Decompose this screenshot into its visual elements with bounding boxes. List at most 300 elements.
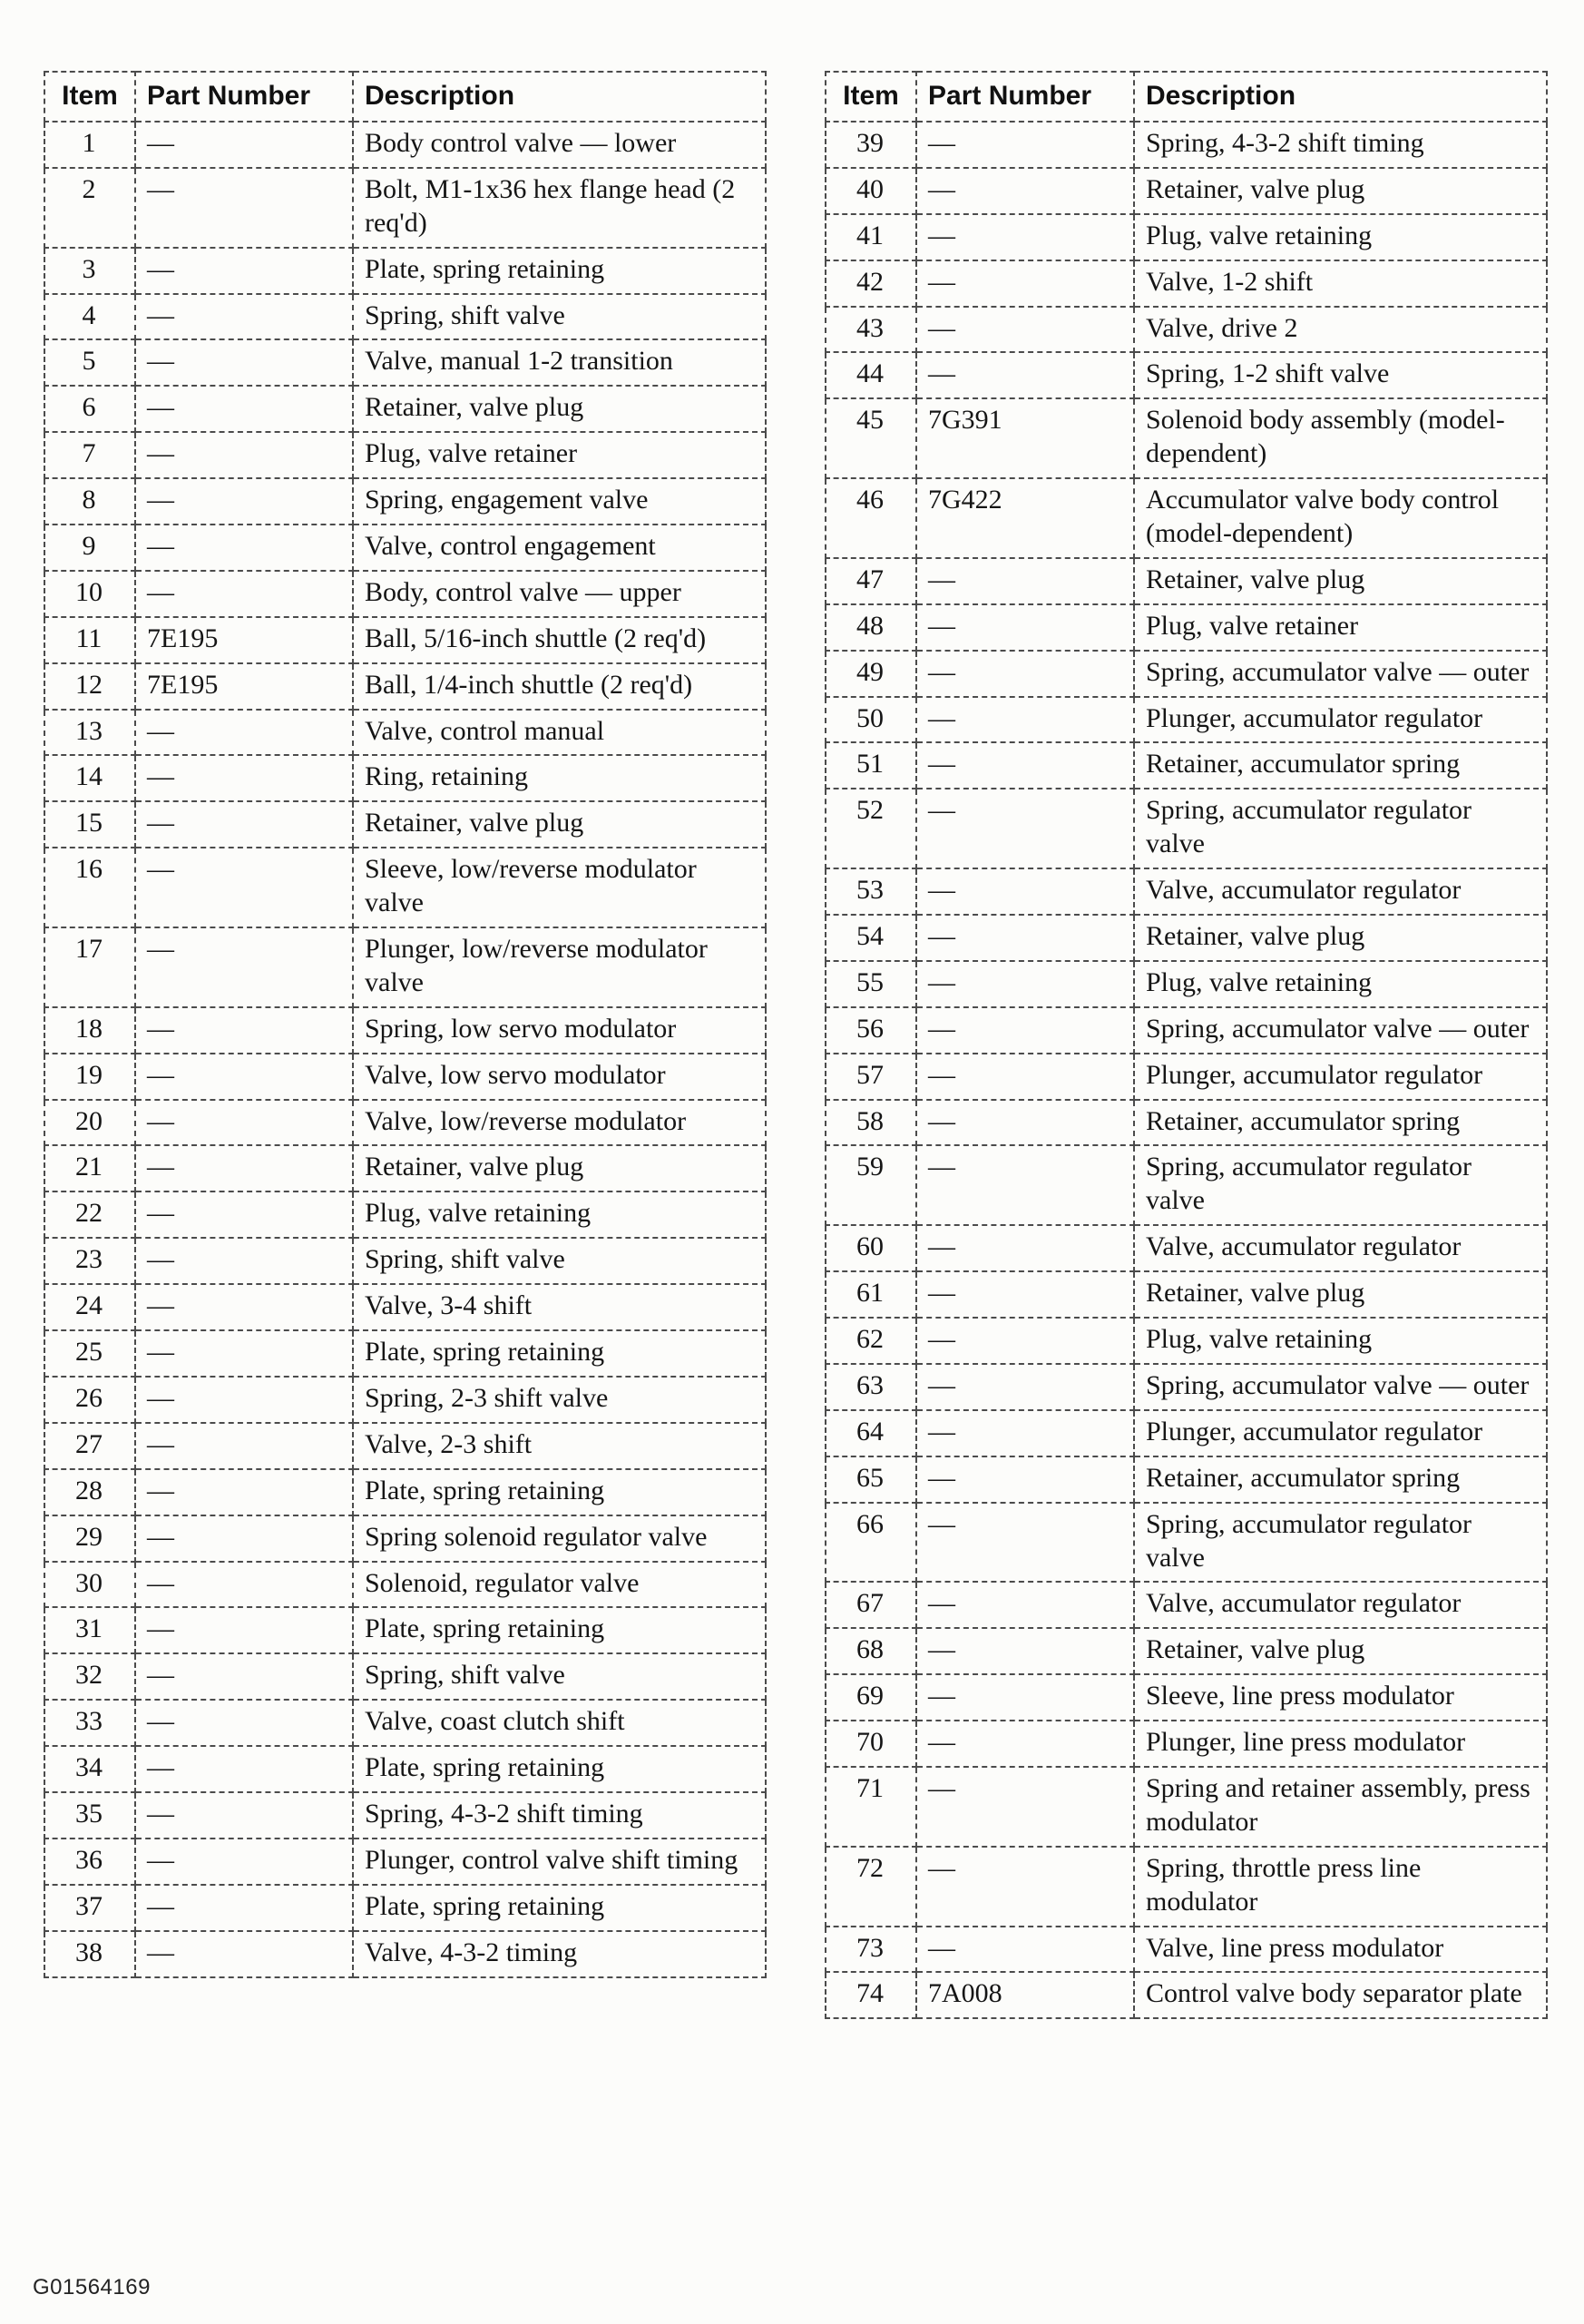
part-number: —	[135, 1746, 353, 1792]
table-row	[44, 1238, 766, 1284]
part-number: —	[916, 742, 1134, 789]
description: Spring, accumulator regulator valve	[1134, 789, 1547, 868]
item-number: 66	[826, 1503, 916, 1583]
header-row	[44, 72, 766, 122]
part-number: —	[135, 1377, 353, 1423]
part-number: —	[916, 789, 1134, 868]
item-number: 16	[44, 848, 135, 927]
item-number: 59	[826, 1145, 916, 1225]
part-number: —	[135, 1885, 353, 1931]
item-number: 4	[44, 294, 135, 340]
table-row	[826, 651, 1547, 697]
description: Body, control valve — upper	[353, 571, 766, 617]
item-number: 40	[826, 168, 916, 214]
table-row	[44, 801, 766, 848]
description: Valve, 2-3 shift	[353, 1423, 766, 1469]
part-number: —	[135, 710, 353, 756]
description: Body control valve — lower	[353, 122, 766, 168]
item-number: 18	[44, 1007, 135, 1054]
item-number: 5	[44, 339, 135, 386]
item-number: 30	[44, 1562, 135, 1608]
description: Plate, spring retaining	[353, 1607, 766, 1653]
description: Sleeve, low/reverse modulator valve	[353, 848, 766, 927]
description: Retainer, valve plug	[1134, 168, 1547, 214]
part-number: —	[916, 1410, 1134, 1456]
part-number: —	[916, 1721, 1134, 1767]
part-number: —	[135, 1700, 353, 1746]
part-number: —	[916, 868, 1134, 915]
table-row	[826, 1364, 1547, 1410]
description: Spring, shift valve	[353, 1238, 766, 1284]
description: Spring, 1-2 shift valve	[1134, 352, 1547, 398]
part-number: —	[135, 1054, 353, 1100]
table-row	[826, 398, 1547, 478]
figure-id: G01564169	[33, 2275, 151, 2299]
part-number: —	[916, 1847, 1134, 1927]
description: Control valve body separator plate	[1134, 1972, 1547, 2018]
item-number: 42	[826, 260, 916, 307]
description: Spring, shift valve	[353, 1653, 766, 1700]
item-number: 2	[44, 168, 135, 248]
description: Spring and retainer assembly, press modulator	[1134, 1767, 1547, 1847]
description: Spring, accumulator regulator valve	[1134, 1145, 1547, 1225]
item-number: 47	[826, 558, 916, 604]
part-number: 7A008	[916, 1972, 1134, 2018]
item-number: 62	[826, 1318, 916, 1364]
part-number: —	[135, 1515, 353, 1562]
tables-container	[44, 71, 1548, 2019]
table-row	[826, 558, 1547, 604]
description: Solenoid body assembly (model-dependent)	[1134, 398, 1547, 478]
item-number: 69	[826, 1674, 916, 1721]
item-number: 39	[826, 122, 916, 168]
part-number: —	[135, 1562, 353, 1608]
item-number: 49	[826, 651, 916, 697]
part-number: —	[135, 1100, 353, 1146]
item-number: 20	[44, 1100, 135, 1146]
item-number: 31	[44, 1607, 135, 1653]
description: Valve, accumulator regulator	[1134, 868, 1547, 915]
table-row	[44, 1377, 766, 1423]
part-number: —	[916, 352, 1134, 398]
description: Valve, coast clutch shift	[353, 1700, 766, 1746]
description: Spring, accumulator valve — outer	[1134, 1007, 1547, 1054]
item-number: 10	[44, 571, 135, 617]
item-number: 60	[826, 1225, 916, 1271]
table-row	[44, 248, 766, 294]
item-number: 32	[44, 1653, 135, 1700]
table-row	[826, 1628, 1547, 1674]
table-row	[826, 1100, 1547, 1146]
table-header	[44, 72, 766, 122]
part-number: —	[916, 1767, 1134, 1847]
part-number: —	[916, 915, 1134, 961]
table-row	[826, 260, 1547, 307]
table-row	[44, 1746, 766, 1792]
table-row	[826, 1007, 1547, 1054]
table-row	[826, 1318, 1547, 1364]
description: Retainer, accumulator spring	[1134, 742, 1547, 789]
table-row	[826, 961, 1547, 1007]
item-number: 8	[44, 478, 135, 525]
table-row	[44, 663, 766, 710]
part-number: —	[916, 307, 1134, 353]
table-row	[826, 1271, 1547, 1318]
part-number: —	[916, 1582, 1134, 1628]
table-row	[826, 868, 1547, 915]
table-row	[826, 307, 1547, 353]
part-number: —	[916, 1318, 1134, 1364]
item-number: 33	[44, 1700, 135, 1746]
table-row	[826, 122, 1547, 168]
part-number: —	[916, 1271, 1134, 1318]
description: Spring, accumulator valve — outer	[1134, 651, 1547, 697]
description: Valve, low/reverse modulator	[353, 1100, 766, 1146]
description: Spring, 2-3 shift valve	[353, 1377, 766, 1423]
table-row	[44, 1653, 766, 1700]
part-number: —	[135, 525, 353, 571]
item-number: 67	[826, 1582, 916, 1628]
item-number: 44	[826, 352, 916, 398]
part-number: 7E195	[135, 617, 353, 663]
part-number: —	[916, 558, 1134, 604]
table-row	[44, 710, 766, 756]
description: Valve, 1-2 shift	[1134, 260, 1547, 307]
item-number: 19	[44, 1054, 135, 1100]
part-number: —	[135, 755, 353, 801]
description: Valve, control manual	[353, 710, 766, 756]
item-number: 22	[44, 1191, 135, 1238]
table-row	[826, 1847, 1547, 1927]
part-number: —	[916, 1225, 1134, 1271]
part-number: —	[135, 1931, 353, 1977]
description: Retainer, accumulator spring	[1134, 1100, 1547, 1146]
table-row	[826, 1721, 1547, 1767]
item-number: 7	[44, 432, 135, 478]
item-number: 57	[826, 1054, 916, 1100]
part-number: —	[916, 697, 1134, 743]
part-number: 7E195	[135, 663, 353, 710]
item-number: 65	[826, 1456, 916, 1503]
table-row	[826, 915, 1547, 961]
item-number: 1	[44, 122, 135, 168]
item-number: 41	[826, 214, 916, 260]
item-number: 74	[826, 1972, 916, 2018]
column-header-item: Item	[44, 72, 135, 122]
table-row	[826, 1767, 1547, 1847]
part-number: —	[135, 1469, 353, 1515]
part-number: —	[135, 1607, 353, 1653]
header-row	[826, 72, 1547, 122]
part-number: 7G391	[916, 398, 1134, 478]
description: Bolt, M1-1x36 hex flange head (2 req'd)	[353, 168, 766, 248]
part-number: —	[916, 122, 1134, 168]
part-number: —	[916, 1054, 1134, 1100]
column-header-part-number: Part Number	[916, 72, 1134, 122]
description: Spring, accumulator regulator valve	[1134, 1503, 1547, 1583]
table-row	[44, 386, 766, 432]
description: Valve, accumulator regulator	[1134, 1225, 1547, 1271]
table-header	[826, 72, 1547, 122]
item-number: 11	[44, 617, 135, 663]
part-number: —	[916, 651, 1134, 697]
part-number: —	[135, 1839, 353, 1885]
table-row	[44, 1469, 766, 1515]
part-number: —	[916, 214, 1134, 260]
part-number: —	[916, 1503, 1134, 1583]
table-row	[826, 1054, 1547, 1100]
column-header-part-number: Part Number	[135, 72, 353, 122]
table-row	[44, 525, 766, 571]
part-number: —	[916, 961, 1134, 1007]
item-number: 6	[44, 386, 135, 432]
table-row	[44, 1931, 766, 1977]
item-number: 25	[44, 1330, 135, 1377]
part-number: —	[135, 294, 353, 340]
description: Plate, spring retaining	[353, 1330, 766, 1377]
part-number: —	[135, 248, 353, 294]
description: Valve, control engagement	[353, 525, 766, 571]
description: Plug, valve retainer	[1134, 604, 1547, 651]
description: Plunger, control valve shift timing	[353, 1839, 766, 1885]
item-number: 56	[826, 1007, 916, 1054]
part-number: —	[135, 339, 353, 386]
description: Valve, 4-3-2 timing	[353, 1931, 766, 1977]
description: Valve, line press modulator	[1134, 1927, 1547, 1973]
part-number: —	[135, 478, 353, 525]
description: Spring, throttle press line modulator	[1134, 1847, 1547, 1927]
table-row	[826, 1582, 1547, 1628]
item-number: 53	[826, 868, 916, 915]
part-number: —	[916, 1674, 1134, 1721]
table-row	[826, 604, 1547, 651]
description: Spring solenoid regulator valve	[353, 1515, 766, 1562]
table-row	[44, 168, 766, 248]
table-row	[44, 339, 766, 386]
table-row	[44, 1191, 766, 1238]
part-number: —	[916, 1100, 1134, 1146]
table-row	[826, 1456, 1547, 1503]
description: Retainer, valve plug	[353, 1145, 766, 1191]
item-number: 35	[44, 1792, 135, 1839]
table-row	[44, 478, 766, 525]
part-number: —	[135, 927, 353, 1007]
table-row	[44, 1423, 766, 1469]
description: Spring, shift valve	[353, 294, 766, 340]
description: Valve, accumulator regulator	[1134, 1582, 1547, 1628]
item-number: 72	[826, 1847, 916, 1927]
table-row	[44, 294, 766, 340]
column-header-description: Description	[1134, 72, 1547, 122]
table-row	[826, 1410, 1547, 1456]
description: Plug, valve retainer	[353, 432, 766, 478]
item-number: 24	[44, 1284, 135, 1330]
table-body-left	[44, 122, 766, 1977]
description: Plunger, accumulator regulator	[1134, 1410, 1547, 1456]
table-row	[826, 1145, 1547, 1225]
item-number: 26	[44, 1377, 135, 1423]
description: Retainer, accumulator spring	[1134, 1456, 1547, 1503]
item-number: 43	[826, 307, 916, 353]
item-number: 46	[826, 478, 916, 558]
description: Plate, spring retaining	[353, 1746, 766, 1792]
part-number: —	[135, 1653, 353, 1700]
table-row	[44, 571, 766, 617]
item-number: 21	[44, 1145, 135, 1191]
table-row	[826, 697, 1547, 743]
item-number: 23	[44, 1238, 135, 1284]
item-number: 9	[44, 525, 135, 571]
description: Plug, valve retaining	[1134, 1318, 1547, 1364]
table-row	[44, 122, 766, 168]
description: Solenoid, regulator valve	[353, 1562, 766, 1608]
table-row	[44, 1330, 766, 1377]
part-number: —	[135, 432, 353, 478]
part-number: —	[135, 1284, 353, 1330]
part-number: —	[135, 848, 353, 927]
table-row	[826, 1503, 1547, 1583]
description: Spring, accumulator valve — outer	[1134, 1364, 1547, 1410]
description: Spring, low servo modulator	[353, 1007, 766, 1054]
table-row	[44, 755, 766, 801]
parts-table-left	[44, 71, 767, 1978]
part-number: —	[916, 1145, 1134, 1225]
table-row	[826, 168, 1547, 214]
column-header-description: Description	[353, 72, 766, 122]
table-row	[44, 848, 766, 927]
item-number: 15	[44, 801, 135, 848]
part-number: —	[135, 168, 353, 248]
description: Retainer, valve plug	[353, 386, 766, 432]
table-row	[826, 1225, 1547, 1271]
table-row	[44, 1007, 766, 1054]
item-number: 37	[44, 1885, 135, 1931]
item-number: 64	[826, 1410, 916, 1456]
table-row	[44, 1792, 766, 1839]
item-number: 36	[44, 1839, 135, 1885]
table-row	[44, 1700, 766, 1746]
table-row	[44, 1885, 766, 1931]
description: Ball, 1/4-inch shuttle (2 req'd)	[353, 663, 766, 710]
item-number: 12	[44, 663, 135, 710]
table-body-right	[826, 122, 1547, 2018]
table-row	[826, 742, 1547, 789]
table-row	[826, 1972, 1547, 2018]
item-number: 13	[44, 710, 135, 756]
table-row	[44, 432, 766, 478]
description: Plunger, accumulator regulator	[1134, 697, 1547, 743]
part-number: —	[135, 1423, 353, 1469]
item-number: 51	[826, 742, 916, 789]
item-number: 38	[44, 1931, 135, 1977]
description: Spring, 4-3-2 shift timing	[1134, 122, 1547, 168]
table-row	[826, 789, 1547, 868]
item-number: 52	[826, 789, 916, 868]
part-number: —	[135, 571, 353, 617]
table-row	[44, 1515, 766, 1562]
item-number: 48	[826, 604, 916, 651]
table-row	[44, 1607, 766, 1653]
description: Spring, 4-3-2 shift timing	[353, 1792, 766, 1839]
part-number: —	[135, 1330, 353, 1377]
table-row	[826, 352, 1547, 398]
part-number: —	[135, 122, 353, 168]
description: Valve, 3-4 shift	[353, 1284, 766, 1330]
column-header-item: Item	[826, 72, 916, 122]
part-number: —	[916, 604, 1134, 651]
table-row	[826, 214, 1547, 260]
description: Plate, spring retaining	[353, 248, 766, 294]
description: Accumulator valve body control (model-dependent)	[1134, 478, 1547, 558]
part-number: —	[135, 801, 353, 848]
part-number: —	[916, 1364, 1134, 1410]
description: Retainer, valve plug	[1134, 915, 1547, 961]
description: Ball, 5/16-inch shuttle (2 req'd)	[353, 617, 766, 663]
description: Plunger, line press modulator	[1134, 1721, 1547, 1767]
item-number: 34	[44, 1746, 135, 1792]
part-number: —	[916, 1456, 1134, 1503]
item-number: 50	[826, 697, 916, 743]
description: Retainer, valve plug	[1134, 558, 1547, 604]
description: Plug, valve retaining	[1134, 961, 1547, 1007]
parts-table-right	[825, 71, 1548, 2019]
table-row	[44, 1562, 766, 1608]
description: Plunger, low/reverse modulator valve	[353, 927, 766, 1007]
description: Valve, drive 2	[1134, 307, 1547, 353]
description: Retainer, valve plug	[1134, 1271, 1547, 1318]
part-number: —	[135, 1007, 353, 1054]
description: Plunger, accumulator regulator	[1134, 1054, 1547, 1100]
table-row	[44, 1054, 766, 1100]
item-number: 54	[826, 915, 916, 961]
part-number: —	[916, 168, 1134, 214]
item-number: 68	[826, 1628, 916, 1674]
description: Plug, valve retaining	[353, 1191, 766, 1238]
item-number: 73	[826, 1927, 916, 1973]
description: Retainer, valve plug	[1134, 1628, 1547, 1674]
item-number: 17	[44, 927, 135, 1007]
part-number: —	[135, 1238, 353, 1284]
table-row	[44, 1100, 766, 1146]
part-number: —	[135, 1792, 353, 1839]
description: Sleeve, line press modulator	[1134, 1674, 1547, 1721]
description: Valve, manual 1-2 transition	[353, 339, 766, 386]
part-number: —	[135, 386, 353, 432]
description: Ring, retaining	[353, 755, 766, 801]
table-row	[44, 617, 766, 663]
item-number: 3	[44, 248, 135, 294]
part-number: —	[135, 1191, 353, 1238]
table-row	[44, 927, 766, 1007]
part-number: —	[916, 1628, 1134, 1674]
part-number: —	[916, 1007, 1134, 1054]
description: Valve, low servo modulator	[353, 1054, 766, 1100]
part-number: —	[916, 260, 1134, 307]
item-number: 55	[826, 961, 916, 1007]
description: Spring, engagement valve	[353, 478, 766, 525]
item-number: 29	[44, 1515, 135, 1562]
part-number: —	[916, 1927, 1134, 1973]
item-number: 45	[826, 398, 916, 478]
item-number: 28	[44, 1469, 135, 1515]
description: Plug, valve retaining	[1134, 214, 1547, 260]
description: Retainer, valve plug	[353, 801, 766, 848]
description: Plate, spring retaining	[353, 1885, 766, 1931]
description: Plate, spring retaining	[353, 1469, 766, 1515]
table-row	[44, 1145, 766, 1191]
item-number: 71	[826, 1767, 916, 1847]
item-number: 61	[826, 1271, 916, 1318]
